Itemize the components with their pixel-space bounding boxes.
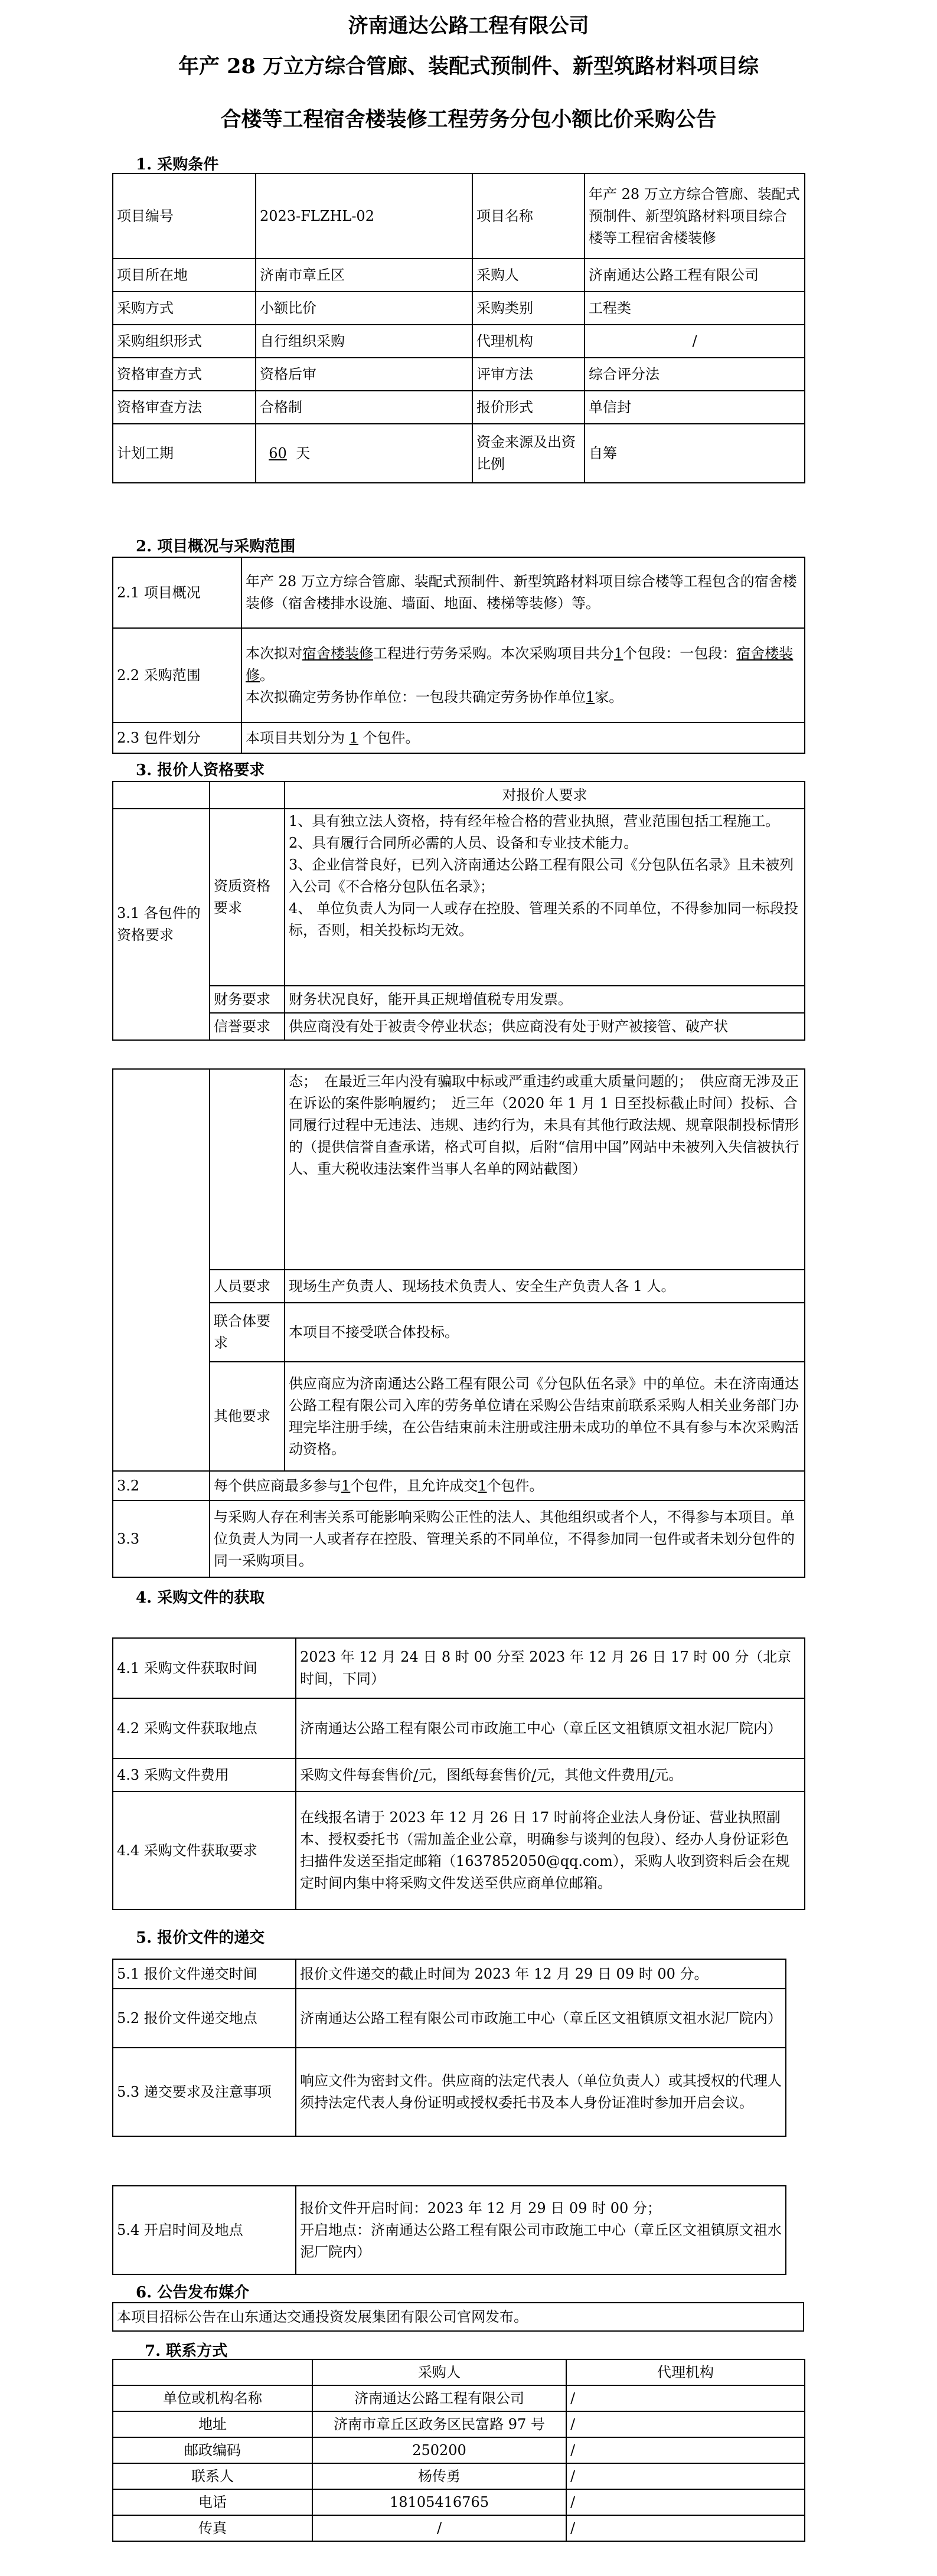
section-3-table-c — [112, 1470, 805, 1578]
label-project-number: 项目编号 — [113, 174, 256, 259]
duration-unit: 天 — [296, 444, 311, 462]
section-4-table — [112, 1637, 805, 1910]
value-location: 济南市章丘区 — [256, 259, 472, 292]
value-overview: 年产 28 万立方综合管廊、装配式预制件、新型筑路材料项目综合楼等工程包含的宿舍楼装修（宿舍楼排水设施、墙面、地面、楼梯等装修）等。 — [241, 557, 805, 628]
contact-label-postcode: 邮政编码 — [113, 2437, 312, 2463]
label-duration: 计划工期 — [113, 424, 256, 483]
req-header: 对报价人要求 — [285, 782, 805, 809]
label-joint: 联合体要求 — [210, 1303, 285, 1362]
label-other: 其他要求 — [210, 1362, 285, 1471]
label-buyer: 采购人 — [472, 259, 585, 292]
label-review-mode: 资格审查方式 — [113, 358, 256, 391]
doc-title-line2: 合楼等工程宿舍楼装修工程劳务分包小额比价采购公告 — [220, 107, 717, 132]
label-submit-place: 5.2 报价文件递交地点 — [113, 1989, 296, 2048]
label-agency: 代理机构 — [472, 325, 585, 358]
section-5-table-b — [112, 2185, 786, 2275]
label-staff: 人员要求 — [210, 1270, 285, 1303]
label-scope: 2.2 采购范围 — [113, 628, 241, 723]
value-3-3: 与采购人存在利害关系可能影响采购公正性的法人、其他组织或者个人，不得参与本项目。单位负责人为同一人或者存在控股、管理关系的不同单位，不得参加同一包件或者未划分包件的同一采购项目。 — [210, 1501, 805, 1577]
label-finance: 财务要求 — [210, 986, 285, 1013]
contact-agent-phone: / — [566, 2489, 805, 2515]
contact-buyer-org: 济南通达公路工程有限公司 — [312, 2385, 566, 2411]
value-fund-source: 自筹 — [585, 424, 805, 483]
label-overview: 2.1 项目概况 — [113, 557, 241, 628]
contact-table — [112, 2359, 805, 2542]
contact-label-person: 联系人 — [113, 2463, 312, 2489]
label-org-form: 采购组织形式 — [113, 325, 256, 358]
label-project-name: 项目名称 — [472, 174, 585, 259]
value-3-2: 每个供应商最多参与1个包件，且允许成交1个包件。 — [210, 1471, 805, 1501]
section-6-table — [112, 2302, 804, 2332]
contact-label-org: 单位或机构名称 — [113, 2385, 312, 2411]
contact-buyer-postcode: 250200 — [312, 2437, 566, 2463]
value-review-method: 合格制 — [256, 391, 472, 424]
label-location: 项目所在地 — [113, 259, 256, 292]
value-org-form: 自行组织采购 — [256, 325, 472, 358]
value-buyer: 济南通达公路工程有限公司 — [585, 259, 805, 292]
doc-title-line1: 年产 28 万立方综合管廊、装配式预制件、新型筑路材料项目综 — [178, 54, 759, 79]
contact-buyer-phone: 18105416765 — [312, 2489, 566, 2515]
company-title: 济南通达公路工程有限公司 — [348, 14, 589, 38]
label-3-3: 3.3 — [113, 1501, 210, 1577]
col-agent: 代理机构 — [566, 2359, 805, 2385]
value-credit: 供应商没有处于被责令停业状态；供应商没有处于财产被接管、破产状 — [285, 1013, 805, 1040]
label-qualification: 3.1 各包件的资格要求 — [113, 809, 210, 1040]
section-3-table-b — [112, 1068, 805, 1472]
value-submit-time: 报价文件递交的截止时间为 2023 年 12 月 29 日 09 时 00 分。 — [296, 1959, 786, 1989]
section-7-heading: 7. 联系方式 — [145, 2342, 228, 2360]
contact-label-address: 地址 — [113, 2411, 312, 2437]
section-3-table-a — [112, 781, 805, 1041]
section-6-heading: 6. 公告发布媒介 — [136, 2284, 250, 2302]
contact-label-phone: 电话 — [113, 2489, 312, 2515]
contact-label-fax: 传真 — [113, 2515, 312, 2541]
value-doc-place: 济南通达公路工程有限公司市政施工中心（章丘区文祖镇原文祖水泥厂院内） — [296, 1698, 805, 1758]
value-eval-method: 综合评分法 — [585, 358, 805, 391]
label-qual-cert: 资质资格要求 — [210, 809, 285, 986]
section-4-heading: 4. 采购文件的获取 — [136, 1589, 265, 1607]
section-5-table — [112, 1959, 786, 2137]
contact-agent-address: / — [566, 2411, 805, 2437]
label-method: 采购方式 — [113, 292, 256, 325]
section-2-table — [112, 557, 805, 754]
value-category: 工程类 — [585, 292, 805, 325]
label-3-2: 3.2 — [113, 1471, 210, 1501]
contact-agent-org: / — [566, 2385, 805, 2411]
value-doc-fee: 采购文件每套售价/元，图纸每套售价/元，其他文件费用/元。 — [296, 1758, 805, 1792]
value-project-name: 年产 28 万立方综合管廊、装配式预制件、新型筑路材料项目综合楼等工程宿舍楼装修 — [585, 174, 805, 259]
value-staff: 现场生产负责人、现场技术负责人、安全生产负责人各 1 人。 — [285, 1270, 805, 1303]
section-1-table — [112, 173, 805, 483]
section-1-heading: 1. 采购条件 — [136, 156, 219, 174]
value-project-number: 2023-FLZHL-02 — [256, 174, 472, 259]
label-submit-time: 5.1 报价文件递交时间 — [113, 1959, 296, 1989]
value-duration — [256, 424, 472, 483]
value-media: 本项目招标公告在山东通达交通投资发展集团有限公司官网发布。 — [113, 2303, 804, 2331]
label-package-division: 2.3 包件划分 — [113, 723, 241, 753]
label-fund-source: 资金来源及出资比例 — [472, 424, 585, 483]
label-doc-place: 4.2 采购文件获取地点 — [113, 1698, 296, 1758]
label-category: 采购类别 — [472, 292, 585, 325]
col-buyer: 采购人 — [312, 2359, 566, 2385]
contact-buyer-fax: / — [312, 2515, 566, 2541]
value-scope: 本次拟对宿舍楼装修工程进行劳务采购。本次采购项目共分1个包段：一包段：宿舍楼装修。 本次拟确定劳务协作单位：一包段共确定劳务协作单位1家。 — [241, 628, 805, 723]
value-finance: 财务状况良好，能开具正规增值税专用发票。 — [285, 986, 805, 1013]
value-submit-req: 响应文件为密封文件。供应商的法定代表人（单位负责人）或其授权的代理人须持法定代表人身份证明或授权委托书及本人身份证准时参加开启会议。 — [296, 2048, 786, 2136]
value-open-time: 报价文件开启时间：2023 年 12 月 29 日 09 时 00 分； 开启地点：济南通达公路工程有限公司市政施工中心（章丘区文祖镇原文祖水泥厂院内） — [296, 2186, 786, 2274]
section-3-heading: 3. 报价人资格要求 — [136, 761, 265, 779]
section-5-heading: 5. 报价文件的递交 — [136, 1929, 265, 1947]
label-quote-form: 报价形式 — [472, 391, 585, 424]
value-other: 供应商应为济南通达公路工程有限公司《分包队伍名录》中的单位。未在济南通达公路工程有限公司入库的劳务单位请在采购公告结束前联系采购人相关业务部门办理完毕注册手续，在公告结束前未注册或注册未成功的单位不具有参与本次采购活动资格。 — [285, 1362, 805, 1471]
value-method: 小额比价 — [256, 292, 472, 325]
contact-buyer-address: 济南市章丘区政务区民富路 97 号 — [312, 2411, 566, 2437]
contact-agent-fax: / — [566, 2515, 805, 2541]
label-open-time: 5.4 开启时间及地点 — [113, 2186, 296, 2274]
value-qual-cert: 1、具有独立法人资格，持有经年检合格的营业执照，营业范围包括工程施工。 2、具有履行合同所必需的人员、设备和专业技术能力。 3、企业信誉良好，已列入济南通达公路工程有限公司《分包队伍名录》且未被列入公司《不合格分包队伍名录》； 4、 单位负责人为同一人或存在控股、管理关系的不同单位，不得参加同一标段投标，否则，相关投标均无效。 — [285, 809, 805, 986]
label-review-method: 资格审查方法 — [113, 391, 256, 424]
value-quote-form: 单信封 — [585, 391, 805, 424]
section-2-heading: 2. 项目概况与采购范围 — [136, 538, 296, 555]
contact-agent-person: / — [566, 2463, 805, 2489]
label-submit-req: 5.3 递交要求及注意事项 — [113, 2048, 296, 2136]
value-agency: / — [585, 325, 805, 358]
value-joint: 本项目不接受联合体投标。 — [285, 1303, 805, 1362]
value-review-mode: 资格后审 — [256, 358, 472, 391]
label-doc-req: 4.4 采购文件获取要求 — [113, 1792, 296, 1910]
value-package-division: 本项目共划分为 1 个包件。 — [241, 723, 805, 753]
label-doc-fee: 4.3 采购文件费用 — [113, 1758, 296, 1792]
label-credit: 信誉要求 — [210, 1013, 285, 1040]
value-credit-cont: 态； 在最近三年内没有骗取中标或严重违约或重大质量问题的； 供应商无涉及正在诉讼的案件影响履约； 近三年（2020 年 1 月 1 日至投标截止时间）投标、合同履行过程中无违法、违规、违约行为，未具有其他行政法规、规章限制投标情形的（提供信誉自查承诺，格式可自拟，后附“信用中国”网站中未被列入失信被执行人、重大税收违法案件当事人名单的网站截图） — [285, 1069, 805, 1270]
value-doc-req: 在线报名请于 2023 年 12 月 26 日 17 时前将企业法人身份证、营业执照副本、授权委托书（需加盖企业公章，明确参与谈判的包段）、经办人身份证彩色扫描件发送至指定邮箱（1637852050@qq.com），采购人收到资料后会在规定时间内集中将采购文件发送至供应商单位邮箱。 — [296, 1792, 805, 1910]
contact-buyer-person: 杨传勇 — [312, 2463, 566, 2489]
label-eval-method: 评审方法 — [472, 358, 585, 391]
duration-days: 60 — [269, 444, 287, 462]
label-doc-time: 4.1 采购文件获取时间 — [113, 1638, 296, 1698]
value-submit-place: 济南通达公路工程有限公司市政施工中心（章丘区文祖镇原文祖水泥厂院内） — [296, 1989, 786, 2048]
contact-agent-postcode: / — [566, 2437, 805, 2463]
value-doc-time: 2023 年 12 月 24 日 8 时 00 分至 2023 年 12 月 26 日 17 时 00 分（北京时间，下同） — [296, 1638, 805, 1698]
